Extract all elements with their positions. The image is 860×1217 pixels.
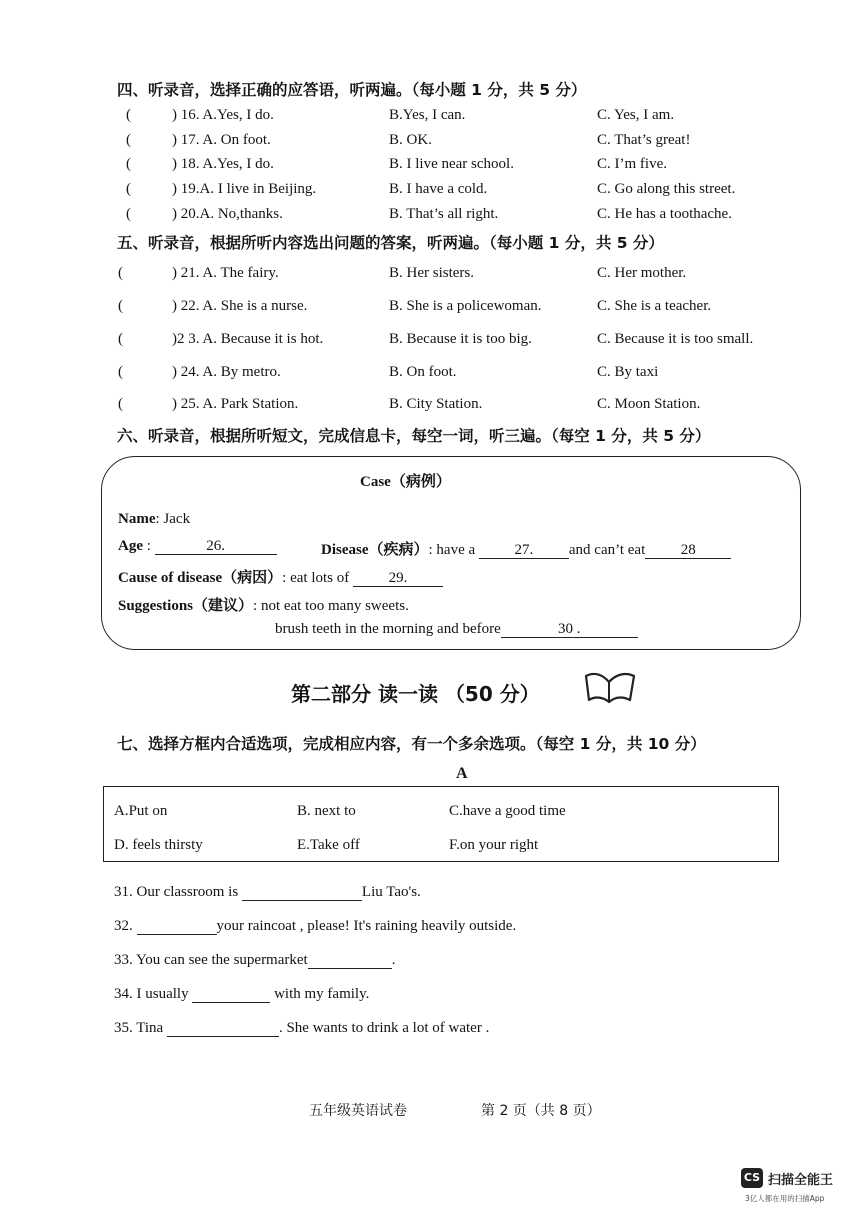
answer-blank-33[interactable] [308,952,392,969]
sentence-text-post: your raincoat , please! It's raining heavily outside. [216,918,517,934]
cause-text: : eat lots of [282,570,353,586]
word-bank-option: E.Take off [297,837,360,853]
name-label: Name [118,511,156,527]
disease-text: : have a [428,542,479,558]
blank-29[interactable]: 29. [353,570,443,587]
answer-blank-32[interactable] [137,918,217,935]
disease-label: Disease（疾病） [321,542,429,558]
question-19-option-b: B. I have a cold. [389,181,488,197]
scanner-logo: CS [741,1168,763,1188]
question-16-option-c: C. Yes, I am. [597,107,675,123]
case-heading: Case（病例） [360,474,451,490]
answer-paren[interactable]: ( [118,364,123,380]
blank-28[interactable]: 28 [645,542,731,559]
sentence-text-pre: 32. [114,918,137,934]
question-25-option-c: C. Moon Station. [597,396,701,412]
section-4-title: 四、听录音，选择正确的应答语，听两遍。（每小题 1 分，共 5 分） [117,81,587,99]
cause-label: Cause of disease（病因） [118,570,283,586]
question-22-option-a: ) 22. A. She is a nurse. [172,298,308,314]
part-2-title: 第二部分 读一读 （50 分） [291,682,540,706]
question-19-option-a: ) 19.A. I live in Beijing. [172,181,317,197]
section-5-title: 五、听录音，根据所听内容选出问题的答案，听两遍。（每小题 1 分，共 5 分） [117,234,664,252]
sentence-text-pre: 33. You can see the supermarket [114,952,308,968]
name-row [118,511,190,528]
question-22-option-c: C. She is a teacher. [597,298,712,314]
question-21-option-b: B. Her sisters. [389,265,474,281]
answer-blank-31[interactable] [242,884,362,901]
answer-blank-35[interactable] [167,1020,279,1037]
cant-eat-text: and can’t eat [568,542,646,558]
answer-blank-34[interactable] [192,986,270,1003]
age-label: Age [118,538,143,554]
word-bank-option: D. feels thirsty [114,837,203,853]
sentence-33 [114,952,395,969]
scanner-name: 扫描全能王 [768,1173,834,1188]
sentence-text-post: with my family. [270,986,370,1002]
sentence-text-pre: 34. I usually [114,986,193,1002]
question-16-option-a: ) 16. A.Yes, I do. [172,107,274,123]
question-16-option-b: B.Yes, I can. [389,107,466,123]
question-17-option-b: B. OK. [389,132,432,148]
suggestions-text-2: brush teeth in the morning and before [275,621,501,637]
question-24-option-b: B. On foot. [389,364,457,380]
answer-paren[interactable]: ( [126,181,131,197]
name-value: : Jack [155,511,191,527]
sentence-34 [114,986,369,1003]
answer-paren[interactable]: ( [118,265,123,281]
question-21-option-a: ) 21. A. The fairy. [172,265,279,281]
suggestions-label: Suggestions（建议） [118,598,254,614]
question-18-option-a: ) 18. A.Yes, I do. [172,156,274,172]
answer-paren[interactable]: ( [126,156,131,172]
open-book-icon [582,668,638,706]
answer-paren[interactable]: ( [118,298,123,314]
question-17-option-a: ) 17. A. On foot. [172,132,271,148]
word-bank-option: C.have a good time [449,803,566,819]
word-bank-option: A.Put on [114,803,168,819]
cause-row [118,566,443,587]
suggestions-row [118,594,409,615]
sentence-text-post: Liu Tao's. [361,884,421,900]
footer-title: 五年级英语试卷 [309,1103,407,1119]
question-24-option-c: C. By taxi [597,364,659,380]
blank-26[interactable]: 26. [155,538,277,555]
question-17-option-c: C. That’s great! [597,132,691,148]
question-20-option-c: C. He has a toothache. [597,206,732,222]
question-20-option-b: B. That’s all right. [389,206,499,222]
answer-paren[interactable]: ( [126,132,131,148]
disease-row [321,538,731,559]
age-disease-row [118,538,277,555]
word-bank-option: B. next to [297,803,356,819]
answer-paren[interactable]: ( [126,206,131,222]
question-25-option-b: B. City Station. [389,396,483,412]
question-21-option-c: C. Her mother. [597,265,687,281]
subsection-a: A [456,765,468,782]
blank-27[interactable]: 27. [479,542,569,559]
section-7-title: 七、选择方框内合适选项，完成相应内容，有一个多余选项。（每空 1 分，共 10 分） [117,735,706,753]
answer-paren[interactable]: ( [118,331,123,347]
answer-paren[interactable]: ( [126,107,131,123]
question-23-option-a: )2 3. A. Because it is hot. [172,331,324,347]
question-22-option-b: B. She is a policewoman. [389,298,542,314]
sentence-text-pre: 31. Our classroom is [114,884,242,900]
question-24-option-a: ) 24. A. By metro. [172,364,281,380]
answer-paren[interactable]: ( [118,396,123,412]
question-23-option-b: B. Because it is too big. [389,331,532,347]
question-20-option-a: ) 20.A. No,thanks. [172,206,283,222]
blank-30[interactable]: 30 . [501,621,638,638]
word-bank-option: F.on your right [449,837,539,853]
sentence-text-pre: 35. Tina [114,1020,167,1036]
question-23-option-c: C. Because it is too small. [597,331,754,347]
sentence-text-post: . [391,952,396,968]
question-25-option-a: ) 25. A. Park Station. [172,396,299,412]
word-bank-box [103,786,779,862]
age-colon: : [143,538,155,554]
question-19-option-c: C. Go along this street. [597,181,736,197]
suggestions-text: : not eat too many sweets. [253,598,409,614]
sentence-35 [114,1020,489,1037]
question-18-option-b: B. I live near school. [389,156,514,172]
sentence-31 [114,884,421,901]
question-18-option-c: C. I’m five. [597,156,667,172]
footer-page: 第 2 页（共 8 页） [481,1103,601,1119]
section-6-title: 六、听录音，根据所听短文，完成信息卡，每空一词，听三遍。（每空 1 分，共 5 分） [117,427,711,445]
sentence-32 [114,918,516,935]
sentence-text-post: . She wants to drink a lot of water . [278,1020,490,1036]
suggestions-row-2 [275,621,638,638]
scanner-tagline: 3亿人都在用的扫描App [745,1194,825,1203]
